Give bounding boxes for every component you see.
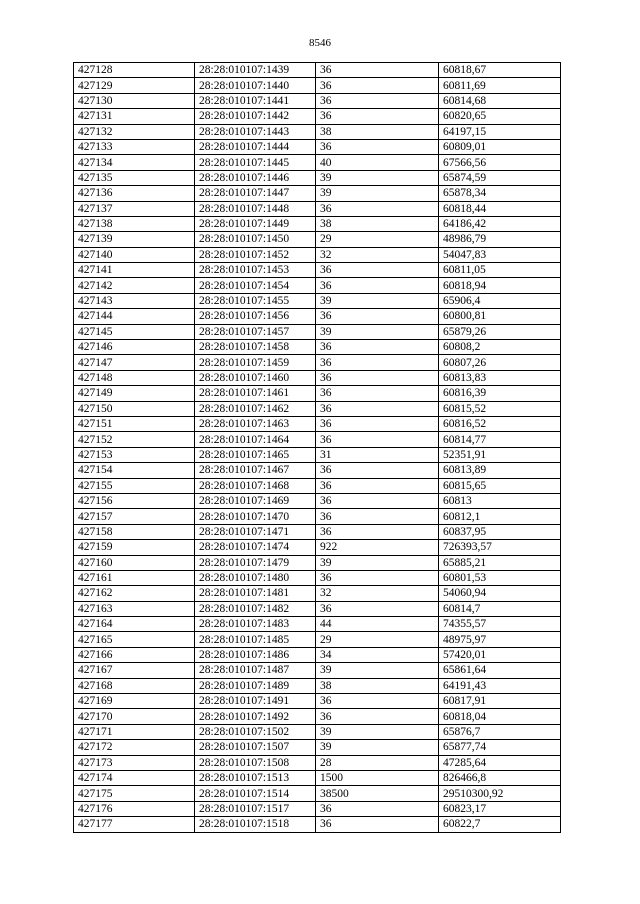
area-cell: 36 bbox=[316, 109, 439, 124]
table-row bbox=[74, 755, 561, 770]
area-cell: 29 bbox=[316, 232, 439, 247]
area-cell: 36 bbox=[316, 416, 439, 431]
cadastral-number-cell: 28:28:010107:1459 bbox=[195, 355, 316, 370]
page-number: 8546 bbox=[309, 37, 331, 49]
area-cell: 39 bbox=[316, 324, 439, 339]
area-cell: 36 bbox=[316, 370, 439, 385]
record-number-cell: 427162 bbox=[74, 586, 195, 601]
record-number-cell: 427159 bbox=[74, 540, 195, 555]
value-cell: 60816,39 bbox=[439, 386, 561, 401]
record-number-cell: 427142 bbox=[74, 278, 195, 293]
record-number-cell: 427136 bbox=[74, 186, 195, 201]
area-cell: 39 bbox=[316, 740, 439, 755]
table-row bbox=[74, 293, 561, 308]
table-row bbox=[74, 186, 561, 201]
value-cell: 57420,01 bbox=[439, 647, 561, 662]
value-cell: 64186,42 bbox=[439, 216, 561, 231]
area-cell: 39 bbox=[316, 663, 439, 678]
cadastral-number-cell: 28:28:010107:1513 bbox=[195, 770, 316, 785]
area-cell: 40 bbox=[316, 155, 439, 170]
value-cell: 60814,68 bbox=[439, 93, 561, 108]
value-cell: 60809,01 bbox=[439, 139, 561, 154]
record-number-cell: 427153 bbox=[74, 447, 195, 462]
table-row bbox=[74, 263, 561, 278]
value-cell: 60818,44 bbox=[439, 201, 561, 216]
table-row bbox=[74, 432, 561, 447]
value-cell: 60822,7 bbox=[439, 817, 561, 832]
record-number-cell: 427149 bbox=[74, 386, 195, 401]
cadastral-number-cell: 28:28:010107:1469 bbox=[195, 493, 316, 508]
area-cell: 36 bbox=[316, 63, 439, 78]
cadastral-number-cell: 28:28:010107:1454 bbox=[195, 278, 316, 293]
cadastral-number-cell: 28:28:010107:1474 bbox=[195, 540, 316, 555]
cadastral-number-cell: 28:28:010107:1439 bbox=[195, 63, 316, 78]
area-cell: 32 bbox=[316, 247, 439, 262]
data-table bbox=[73, 62, 561, 833]
table-row bbox=[74, 109, 561, 124]
record-number-cell: 427141 bbox=[74, 263, 195, 278]
table-row bbox=[74, 278, 561, 293]
area-cell: 36 bbox=[316, 601, 439, 616]
cadastral-number-cell: 28:28:010107:1464 bbox=[195, 432, 316, 447]
table-row bbox=[74, 740, 561, 755]
table-row bbox=[74, 632, 561, 647]
value-cell: 65879,26 bbox=[439, 324, 561, 339]
record-number-cell: 427129 bbox=[74, 78, 195, 93]
cadastral-number-cell: 28:28:010107:1462 bbox=[195, 401, 316, 416]
table-body bbox=[74, 63, 561, 833]
cadastral-number-cell: 28:28:010107:1455 bbox=[195, 293, 316, 308]
record-number-cell: 427157 bbox=[74, 509, 195, 524]
area-cell: 36 bbox=[316, 278, 439, 293]
cadastral-number-cell: 28:28:010107:1468 bbox=[195, 478, 316, 493]
area-cell: 39 bbox=[316, 724, 439, 739]
value-cell: 60813 bbox=[439, 493, 561, 508]
value-cell: 60800,81 bbox=[439, 309, 561, 324]
table-row bbox=[74, 216, 561, 231]
record-number-cell: 427177 bbox=[74, 817, 195, 832]
table-row bbox=[74, 401, 561, 416]
cadastral-number-cell: 28:28:010107:1445 bbox=[195, 155, 316, 170]
cadastral-number-cell: 28:28:010107:1463 bbox=[195, 416, 316, 431]
table-row bbox=[74, 817, 561, 832]
table-row bbox=[74, 201, 561, 216]
record-number-cell: 427150 bbox=[74, 401, 195, 416]
record-number-cell: 427139 bbox=[74, 232, 195, 247]
value-cell: 60817,91 bbox=[439, 694, 561, 709]
value-cell: 60837,95 bbox=[439, 524, 561, 539]
table-row bbox=[74, 447, 561, 462]
value-cell: 48975,97 bbox=[439, 632, 561, 647]
area-cell: 36 bbox=[316, 309, 439, 324]
area-cell: 36 bbox=[316, 432, 439, 447]
value-cell: 60818,67 bbox=[439, 63, 561, 78]
value-cell: 65885,21 bbox=[439, 555, 561, 570]
table-row bbox=[74, 232, 561, 247]
cadastral-number-cell: 28:28:010107:1470 bbox=[195, 509, 316, 524]
value-cell: 60818,94 bbox=[439, 278, 561, 293]
area-cell: 36 bbox=[316, 340, 439, 355]
cadastral-number-cell: 28:28:010107:1489 bbox=[195, 678, 316, 693]
record-number-cell: 427155 bbox=[74, 478, 195, 493]
record-number-cell: 427167 bbox=[74, 663, 195, 678]
area-cell: 36 bbox=[316, 694, 439, 709]
area-cell: 39 bbox=[316, 555, 439, 570]
record-number-cell: 427147 bbox=[74, 355, 195, 370]
cadastral-number-cell: 28:28:010107:1482 bbox=[195, 601, 316, 616]
area-cell: 38 bbox=[316, 216, 439, 231]
value-cell: 29510300,92 bbox=[439, 786, 561, 801]
value-cell: 65876,7 bbox=[439, 724, 561, 739]
table-row bbox=[74, 340, 561, 355]
table-row bbox=[74, 601, 561, 616]
table-row bbox=[74, 416, 561, 431]
cadastral-number-cell: 28:28:010107:1518 bbox=[195, 817, 316, 832]
record-number-cell: 427151 bbox=[74, 416, 195, 431]
value-cell: 60808,2 bbox=[439, 340, 561, 355]
cadastral-number-cell: 28:28:010107:1441 bbox=[195, 93, 316, 108]
area-cell: 38500 bbox=[316, 786, 439, 801]
record-number-cell: 427171 bbox=[74, 724, 195, 739]
area-cell: 36 bbox=[316, 478, 439, 493]
record-number-cell: 427174 bbox=[74, 770, 195, 785]
cadastral-number-cell: 28:28:010107:1517 bbox=[195, 801, 316, 816]
area-cell: 36 bbox=[316, 201, 439, 216]
cadastral-number-cell: 28:28:010107:1471 bbox=[195, 524, 316, 539]
value-cell: 47285,64 bbox=[439, 755, 561, 770]
record-number-cell: 427138 bbox=[74, 216, 195, 231]
table-row bbox=[74, 678, 561, 693]
record-number-cell: 427170 bbox=[74, 709, 195, 724]
table-row bbox=[74, 524, 561, 539]
cadastral-number-cell: 28:28:010107:1492 bbox=[195, 709, 316, 724]
record-number-cell: 427148 bbox=[74, 370, 195, 385]
record-number-cell: 427130 bbox=[74, 93, 195, 108]
cadastral-number-cell: 28:28:010107:1487 bbox=[195, 663, 316, 678]
area-cell: 36 bbox=[316, 401, 439, 416]
record-number-cell: 427168 bbox=[74, 678, 195, 693]
record-number-cell: 427145 bbox=[74, 324, 195, 339]
record-number-cell: 427134 bbox=[74, 155, 195, 170]
table-row bbox=[74, 509, 561, 524]
cadastral-number-cell: 28:28:010107:1456 bbox=[195, 309, 316, 324]
area-cell: 38 bbox=[316, 124, 439, 139]
record-number-cell: 427165 bbox=[74, 632, 195, 647]
value-cell: 74355,57 bbox=[439, 617, 561, 632]
area-cell: 38 bbox=[316, 678, 439, 693]
value-cell: 65878,34 bbox=[439, 186, 561, 201]
value-cell: 60811,69 bbox=[439, 78, 561, 93]
cadastral-number-cell: 28:28:010107:1442 bbox=[195, 109, 316, 124]
record-number-cell: 427164 bbox=[74, 617, 195, 632]
cadastral-number-cell: 28:28:010107:1447 bbox=[195, 186, 316, 201]
record-number-cell: 427166 bbox=[74, 647, 195, 662]
value-cell: 65906,4 bbox=[439, 293, 561, 308]
value-cell: 60816,52 bbox=[439, 416, 561, 431]
table-row bbox=[74, 124, 561, 139]
table-row bbox=[74, 663, 561, 678]
value-cell: 64197,15 bbox=[439, 124, 561, 139]
record-number-cell: 427132 bbox=[74, 124, 195, 139]
table-row bbox=[74, 386, 561, 401]
cadastral-number-cell: 28:28:010107:1440 bbox=[195, 78, 316, 93]
cadastral-number-cell: 28:28:010107:1485 bbox=[195, 632, 316, 647]
cadastral-number-cell: 28:28:010107:1479 bbox=[195, 555, 316, 570]
record-number-cell: 427169 bbox=[74, 694, 195, 709]
value-cell: 60813,89 bbox=[439, 463, 561, 478]
table-row bbox=[74, 93, 561, 108]
table-row bbox=[74, 478, 561, 493]
value-cell: 60815,65 bbox=[439, 478, 561, 493]
table-row bbox=[74, 493, 561, 508]
cadastral-number-cell: 28:28:010107:1450 bbox=[195, 232, 316, 247]
record-number-cell: 427154 bbox=[74, 463, 195, 478]
area-cell: 36 bbox=[316, 355, 439, 370]
area-cell: 39 bbox=[316, 170, 439, 185]
table-row bbox=[74, 786, 561, 801]
value-cell: 60811,05 bbox=[439, 263, 561, 278]
record-number-cell: 427175 bbox=[74, 786, 195, 801]
record-number-cell: 427160 bbox=[74, 555, 195, 570]
cadastral-number-cell: 28:28:010107:1480 bbox=[195, 570, 316, 585]
area-cell: 32 bbox=[316, 586, 439, 601]
cadastral-number-cell: 28:28:010107:1502 bbox=[195, 724, 316, 739]
cadastral-number-cell: 28:28:010107:1491 bbox=[195, 694, 316, 709]
table-row bbox=[74, 801, 561, 816]
record-number-cell: 427143 bbox=[74, 293, 195, 308]
record-number-cell: 427133 bbox=[74, 139, 195, 154]
table-row bbox=[74, 724, 561, 739]
area-cell: 36 bbox=[316, 817, 439, 832]
area-cell: 36 bbox=[316, 93, 439, 108]
value-cell: 60814,77 bbox=[439, 432, 561, 447]
value-cell: 54047,83 bbox=[439, 247, 561, 262]
cadastral-number-cell: 28:28:010107:1444 bbox=[195, 139, 316, 154]
table-row bbox=[74, 247, 561, 262]
value-cell: 48986,79 bbox=[439, 232, 561, 247]
table-row bbox=[74, 555, 561, 570]
cadastral-number-cell: 28:28:010107:1443 bbox=[195, 124, 316, 139]
record-number-cell: 427172 bbox=[74, 740, 195, 755]
record-number-cell: 427131 bbox=[74, 109, 195, 124]
cadastral-number-cell: 28:28:010107:1514 bbox=[195, 786, 316, 801]
value-cell: 60818,04 bbox=[439, 709, 561, 724]
value-cell: 60801,53 bbox=[439, 570, 561, 585]
value-cell: 60814,7 bbox=[439, 601, 561, 616]
table-row bbox=[74, 324, 561, 339]
table-row bbox=[74, 647, 561, 662]
value-cell: 65877,74 bbox=[439, 740, 561, 755]
record-number-cell: 427176 bbox=[74, 801, 195, 816]
table-row bbox=[74, 309, 561, 324]
cadastral-number-cell: 28:28:010107:1508 bbox=[195, 755, 316, 770]
cadastral-number-cell: 28:28:010107:1507 bbox=[195, 740, 316, 755]
value-cell: 60812,1 bbox=[439, 509, 561, 524]
record-number-cell: 427140 bbox=[74, 247, 195, 262]
area-cell: 28 bbox=[316, 755, 439, 770]
area-cell: 1500 bbox=[316, 770, 439, 785]
record-number-cell: 427128 bbox=[74, 63, 195, 78]
area-cell: 36 bbox=[316, 139, 439, 154]
cadastral-number-cell: 28:28:010107:1449 bbox=[195, 216, 316, 231]
area-cell: 922 bbox=[316, 540, 439, 555]
cadastral-number-cell: 28:28:010107:1486 bbox=[195, 647, 316, 662]
area-cell: 36 bbox=[316, 263, 439, 278]
cadastral-number-cell: 28:28:010107:1446 bbox=[195, 170, 316, 185]
area-cell: 36 bbox=[316, 509, 439, 524]
area-cell: 31 bbox=[316, 447, 439, 462]
area-cell: 34 bbox=[316, 647, 439, 662]
cadastral-number-cell: 28:28:010107:1453 bbox=[195, 263, 316, 278]
record-number-cell: 427152 bbox=[74, 432, 195, 447]
table-row bbox=[74, 78, 561, 93]
cadastral-number-cell: 28:28:010107:1465 bbox=[195, 447, 316, 462]
cadastral-number-cell: 28:28:010107:1461 bbox=[195, 386, 316, 401]
record-number-cell: 427173 bbox=[74, 755, 195, 770]
table-row bbox=[74, 355, 561, 370]
table-row bbox=[74, 617, 561, 632]
value-cell: 65874,59 bbox=[439, 170, 561, 185]
area-cell: 36 bbox=[316, 386, 439, 401]
area-cell: 39 bbox=[316, 186, 439, 201]
table-row bbox=[74, 463, 561, 478]
table-row bbox=[74, 709, 561, 724]
area-cell: 39 bbox=[316, 293, 439, 308]
value-cell: 52351,91 bbox=[439, 447, 561, 462]
area-cell: 36 bbox=[316, 570, 439, 585]
cadastral-number-cell: 28:28:010107:1448 bbox=[195, 201, 316, 216]
value-cell: 60815,52 bbox=[439, 401, 561, 416]
record-number-cell: 427137 bbox=[74, 201, 195, 216]
table-row bbox=[74, 540, 561, 555]
cadastral-number-cell: 28:28:010107:1483 bbox=[195, 617, 316, 632]
area-cell: 44 bbox=[316, 617, 439, 632]
record-number-cell: 427146 bbox=[74, 340, 195, 355]
cadastral-number-cell: 28:28:010107:1458 bbox=[195, 340, 316, 355]
table-row bbox=[74, 139, 561, 154]
record-number-cell: 427135 bbox=[74, 170, 195, 185]
value-cell: 65861,64 bbox=[439, 663, 561, 678]
value-cell: 726393,57 bbox=[439, 540, 561, 555]
value-cell: 60820,65 bbox=[439, 109, 561, 124]
record-number-cell: 427163 bbox=[74, 601, 195, 616]
area-cell: 36 bbox=[316, 524, 439, 539]
area-cell: 36 bbox=[316, 463, 439, 478]
record-number-cell: 427161 bbox=[74, 570, 195, 585]
cadastral-number-cell: 28:28:010107:1481 bbox=[195, 586, 316, 601]
record-number-cell: 427158 bbox=[74, 524, 195, 539]
record-number-cell: 427144 bbox=[74, 309, 195, 324]
area-cell: 36 bbox=[316, 78, 439, 93]
table-row bbox=[74, 770, 561, 785]
area-cell: 36 bbox=[316, 709, 439, 724]
area-cell: 36 bbox=[316, 801, 439, 816]
value-cell: 60823,17 bbox=[439, 801, 561, 816]
area-cell: 29 bbox=[316, 632, 439, 647]
value-cell: 64191,43 bbox=[439, 678, 561, 693]
table-row bbox=[74, 63, 561, 78]
cadastral-number-cell: 28:28:010107:1467 bbox=[195, 463, 316, 478]
table-row bbox=[74, 694, 561, 709]
area-cell: 36 bbox=[316, 493, 439, 508]
value-cell: 60813,83 bbox=[439, 370, 561, 385]
cadastral-number-cell: 28:28:010107:1460 bbox=[195, 370, 316, 385]
value-cell: 54060,94 bbox=[439, 586, 561, 601]
value-cell: 67566,56 bbox=[439, 155, 561, 170]
cadastral-number-cell: 28:28:010107:1457 bbox=[195, 324, 316, 339]
value-cell: 60807,26 bbox=[439, 355, 561, 370]
table-row bbox=[74, 155, 561, 170]
record-number-cell: 427156 bbox=[74, 493, 195, 508]
table-row bbox=[74, 570, 561, 585]
table-row bbox=[74, 586, 561, 601]
table-row bbox=[74, 170, 561, 185]
cadastral-number-cell: 28:28:010107:1452 bbox=[195, 247, 316, 262]
table-row bbox=[74, 370, 561, 385]
value-cell: 826466,8 bbox=[439, 770, 561, 785]
